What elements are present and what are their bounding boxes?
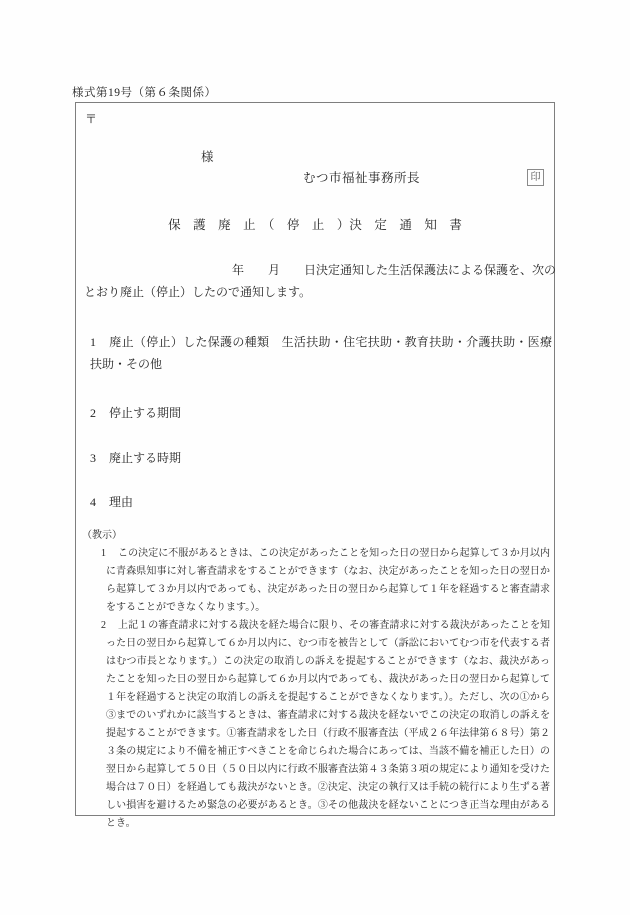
intro-line-date: 年 月 日決定通知した生活保護法による保護を、次の (232, 263, 557, 277)
item-suspension-period (90, 402, 552, 424)
form-number-label: 様式第19号（第６条関係） (72, 87, 217, 99)
item-text: 停止する期間 (109, 406, 182, 420)
item-number: 3 (90, 451, 96, 465)
document-title: 保 護 廃 止 （ 停 止 ）決 定 通 知 書 (168, 218, 462, 232)
item-text: 廃止する時期 (109, 451, 182, 465)
item-abolition-date (90, 447, 552, 469)
item-protection-types (90, 331, 552, 375)
item-number: 2 (90, 406, 96, 420)
sender-title: むつ市福祉事務所長 (303, 171, 421, 185)
notice-item-number: 2 (101, 620, 106, 631)
notice-item-lawsuit (101, 617, 550, 833)
notice-item-text: この決定に不服があるときは、この決定があったことを知った日の翌日から起算して３か月以内に青森県知事に対し審査請求をすることができます（なお、決定があったことを知った日の翌日から起算して３か月以内であっても、決定があった日の翌日から起算して１年を経過すると審査請求をすることができなくなります。）。 (106, 548, 550, 613)
item-text: 理由 (109, 495, 134, 509)
notice-item-number: 1 (101, 548, 106, 559)
item-reason (90, 491, 552, 513)
item-number: 4 (90, 495, 96, 509)
notice-item-appeal (101, 545, 550, 617)
item-number: 1 (90, 335, 96, 349)
item-text: 廃止（停止）した保護の種類 生活扶助・住宅扶助・教育扶助・介護扶助・医療扶助・その他 (90, 335, 552, 371)
notice-section (76, 527, 550, 833)
postal-mark: 〒 (85, 112, 98, 126)
document-frame (75, 102, 557, 829)
addressee-suffix: 様 (201, 150, 214, 164)
intro-paragraph (84, 259, 557, 303)
notice-heading: （教示） (82, 530, 122, 541)
intro-line-rest: とおり廃止（停止）したので通知します。 (84, 285, 312, 299)
official-seal-mark: 印 (527, 169, 544, 186)
notice-item-text: 上記１の審査請求に対する裁決を経た場合に限り、その審査請求に対する裁決があったことを知った日の翌日から起算して６か月以内に、むつ市を被告として（訴訟においてむつ市を代表する者はむつ市長となります。）この決定の取消しの訴えを提起することができます（なお、裁決があったことを知った日の翌日から起算して６か月以内であっても、裁決があった日の翌日から起算して１年を経過すると決定の取消しの訴えを提起することができなくなります。）。ただし、次の①から③までのいずれかに該当するときは、審査請求に対する裁決を経ないでこの決定の取消しの訴えを提起することができます。①審査請求をした日（行政不服審査法（平成２６年法律第６８号）第２３条の規定により不備を補正すべきことを命じられた場合にあっては、当該不備を補正した日）の翌日から起算して５０日（５０日以内に行政不服審査法第４３条第３項の規定により通知を受けた場合は７０日）を経過しても裁決がないとき。②決定、決定の執行又は手続の続行により生ずる著しい損害を避けるため緊急の必要があるとき。③その他裁決を経ないことにつき正当な理由があるとき。 (106, 620, 550, 829)
